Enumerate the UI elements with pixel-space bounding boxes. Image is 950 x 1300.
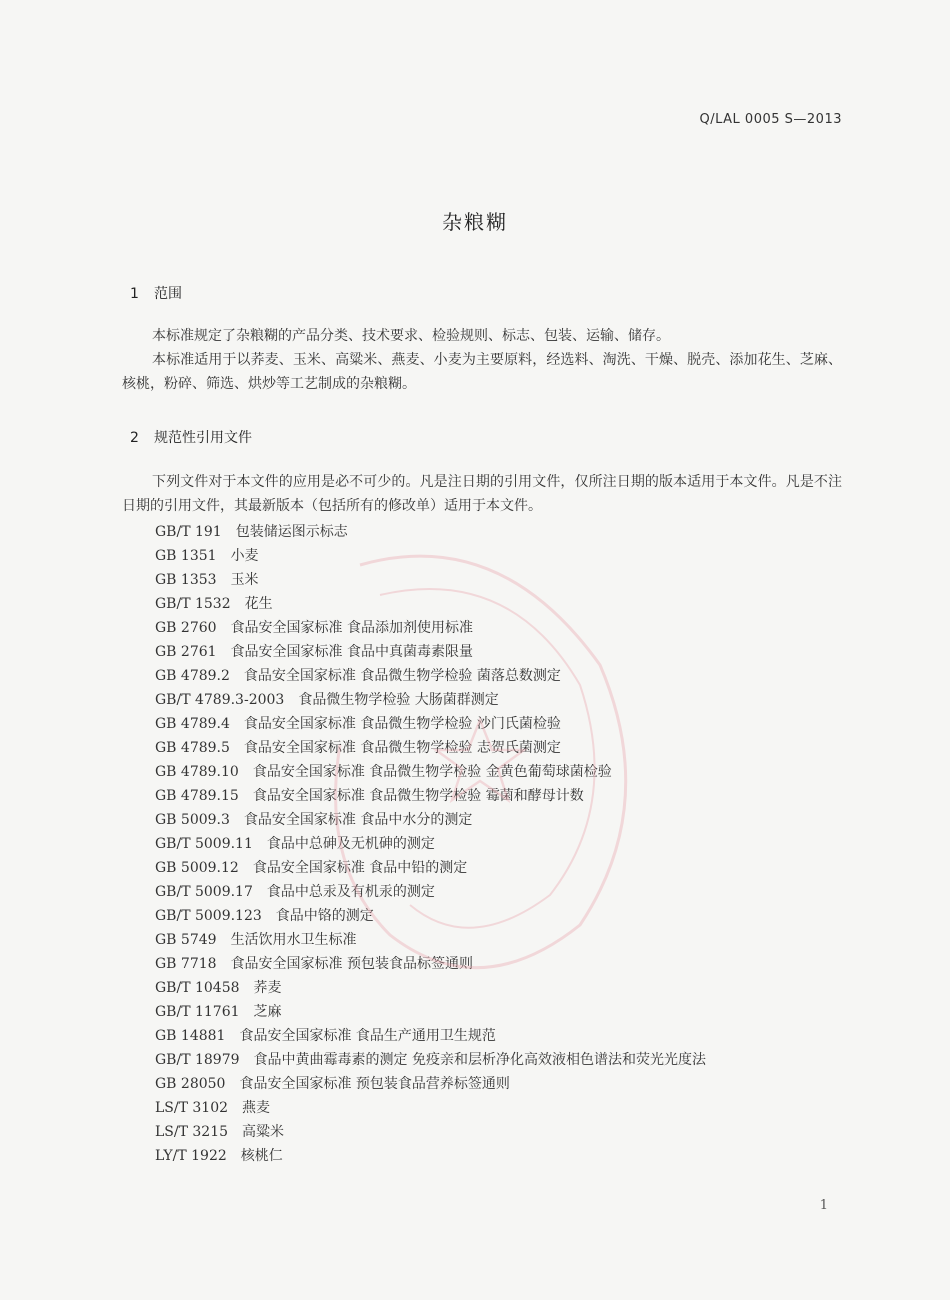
reference-title: 食品安全国家标准 食品添加剂使用标准 [230,620,474,636]
reference-code: GB 4789.15 [155,788,239,804]
reference-item [155,904,706,928]
reference-item [155,592,706,616]
reference-title: 食品安全国家标准 预包装食品营养标签通则 [239,1076,510,1092]
reference-code: GB 7718 [155,956,217,972]
reference-item [155,832,706,856]
reference-title: 燕麦 [242,1100,271,1116]
reference-item [155,928,706,952]
reference-code: LY/T 1922 [155,1148,227,1164]
reference-item [155,1096,706,1120]
reference-item [155,1072,706,1096]
reference-code: GB 5009.3 [155,812,230,828]
reference-item [155,952,706,976]
reference-title: 食品安全国家标准 食品微生物学检验 菌落总数测定 [243,668,561,684]
reference-code: LS/T 3215 [155,1124,229,1140]
document-title: 杂粮糊 [442,210,508,234]
reference-title: 食品安全国家标准 食品中真菌毒素限量 [230,644,474,660]
reference-item [155,976,706,1000]
reference-item [155,1048,706,1072]
reference-item [155,760,706,784]
reference-title: 核桃仁 [240,1148,283,1164]
reference-title: 小麦 [230,548,259,564]
scope-paragraph-2: 本标准适用于以荞麦、玉米、高粱米、燕麦、小麦为主要原料，经选料、淘洗、干燥、脱壳、添加花生、芝麻、核桃，粉碎、筛选、烘炒等工艺制成的杂粮糊。 [122,352,842,392]
reference-item [155,640,706,664]
reference-item [155,856,706,880]
reference-title: 包装储运图示标志 [235,524,348,540]
reference-code: GB 4789.5 [155,740,230,756]
reference-code: GB 14881 [155,1028,226,1044]
reference-title: 食品安全国家标准 食品中铅的测定 [252,860,468,876]
document-code: Q/LAL 0005 S—2013 [699,112,842,127]
references-intro: 下列文件对于本文件的应用是必不可少的。凡是注日期的引用文件，仅所注日期的版本适用于本文件。凡是不注日期的引用文件，其最新版本（包括所有的修改单）适用于本文件。 [122,474,842,514]
reference-item [155,736,706,760]
reference-item [155,880,706,904]
reference-code: GB 2761 [155,644,217,660]
reference-code: GB/T 5009.123 [155,908,262,924]
reference-code: GB/T 1532 [155,596,231,612]
reference-code: GB 5009.12 [155,860,239,876]
reference-code: GB 4789.2 [155,668,230,684]
reference-title: 食品微生物学检验 大肠菌群测定 [298,692,499,708]
reference-item [155,616,706,640]
reference-item [155,664,706,688]
reference-item [155,1000,706,1024]
section-number: 2 [130,430,139,446]
reference-code: GB/T 11761 [155,1004,240,1020]
reference-code: GB/T 5009.17 [155,884,253,900]
reference-item [155,520,706,544]
reference-item [155,544,706,568]
reference-item [155,1024,706,1048]
section-title: 范围 [154,286,182,302]
reference-list [155,520,706,1168]
reference-title: 食品中黄曲霉毒素的测定 免疫亲和层析净化高效液相色谱法和荧光光度法 [253,1052,706,1068]
reference-code: GB 4789.10 [155,764,239,780]
section-heading-scope [130,283,182,303]
reference-item [155,1144,706,1168]
reference-title: 食品安全国家标准 食品微生物学检验 沙门氏菌检验 [243,716,561,732]
reference-title: 食品中铬的测定 [275,908,374,924]
section-heading-references [130,427,252,447]
reference-code: LS/T 3102 [155,1100,229,1116]
reference-title: 玉米 [230,572,259,588]
reference-item [155,688,706,712]
reference-code: GB 5749 [155,932,217,948]
reference-code: GB/T 10458 [155,980,240,996]
reference-title: 食品安全国家标准 食品微生物学检验 金黄色葡萄球菌检验 [252,764,612,780]
reference-title: 食品安全国家标准 食品微生物学检验 霉菌和酵母计数 [252,788,584,804]
reference-code: GB/T 191 [155,524,222,540]
reference-code: GB 28050 [155,1076,226,1092]
reference-title: 花生 [244,596,273,612]
reference-code: GB 1351 [155,548,217,564]
reference-code: GB 2760 [155,620,217,636]
reference-title: 食品安全国家标准 预包装食品标签通则 [230,956,474,972]
reference-title: 生活饮用水卫生标准 [230,932,357,948]
reference-item [155,784,706,808]
reference-title: 食品安全国家标准 食品中水分的测定 [243,812,473,828]
reference-code: GB/T 5009.11 [155,836,253,852]
reference-title: 荞麦 [253,980,282,996]
reference-item [155,1120,706,1144]
section-title: 规范性引用文件 [154,430,252,446]
reference-code: GB/T 4789.3-2003 [155,692,285,708]
scope-paragraph-1: 本标准规定了杂粮糊的产品分类、技术要求、检验规则、标志、包装、运输、储存。 [152,328,670,344]
page-number: 1 [819,1198,828,1213]
reference-title: 食品中总汞及有机汞的测定 [266,884,435,900]
reference-code: GB/T 18979 [155,1052,240,1068]
reference-code: GB 4789.4 [155,716,230,732]
reference-title: 食品安全国家标准 食品微生物学检验 志贺氏菌测定 [243,740,561,756]
reference-item [155,808,706,832]
reference-title: 食品安全国家标准 食品生产通用卫生规范 [239,1028,496,1044]
reference-title: 芝麻 [253,1004,282,1020]
reference-item [155,712,706,736]
section-number: 1 [130,286,139,302]
reference-title: 高粱米 [242,1124,285,1140]
reference-item [155,568,706,592]
reference-title: 食品中总砷及无机砷的测定 [266,836,435,852]
reference-code: GB 1353 [155,572,217,588]
